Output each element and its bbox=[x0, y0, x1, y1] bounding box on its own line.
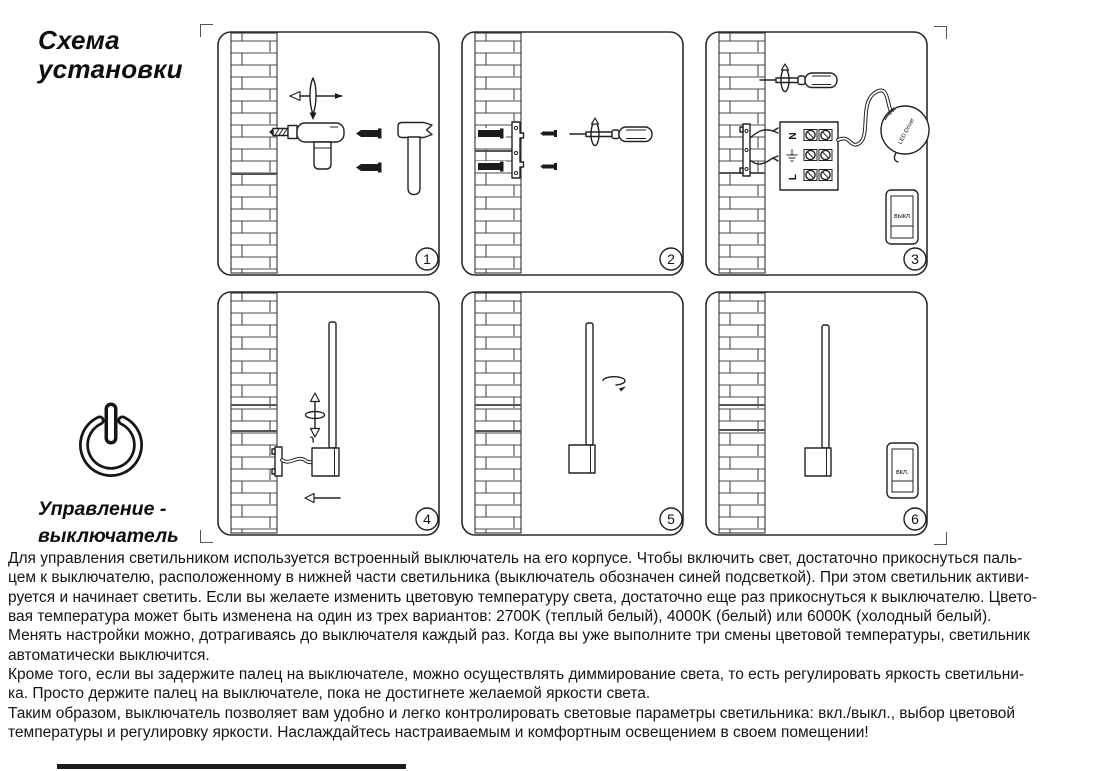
page-title-line2: установки bbox=[38, 54, 183, 84]
body-text-line: руется и начинает светить. Если вы желаете изменить цветовую температуру света, достаточно еще раз прикоснуться к выключателю. Цвето- bbox=[8, 588, 1038, 606]
body-text-line: Для управления светильником используется встроенный выключатель на его корпусе. Чтобы включить свет, достаточно прикоснуться паль- bbox=[8, 550, 1023, 567]
body-text-line: Таким образом, выключатель позволяет вам удобно и легко контролировать световые параметры светильника: вкл./выкл., выбор цветовой bbox=[8, 704, 1016, 722]
page-title bbox=[38, 26, 183, 84]
step-number-badge bbox=[904, 508, 926, 530]
wall-switch-off bbox=[886, 190, 918, 244]
step-number-badge bbox=[416, 508, 438, 530]
step-panel-5 bbox=[456, 288, 689, 538]
switch-label-on: вкл. bbox=[896, 469, 909, 476]
control-switch-label-line2: выключатель bbox=[38, 525, 179, 547]
driver-label: LED Driver bbox=[897, 117, 917, 146]
mounting-bracket-icon bbox=[512, 122, 524, 178]
body-text-line: температуры и регулировку яркости. Наслаждайтесь настраиваемым и комфортным освещением в своем помещении! bbox=[8, 724, 869, 742]
brick-wall bbox=[719, 33, 765, 273]
step-number-badge bbox=[416, 248, 438, 270]
brick-wall bbox=[719, 293, 765, 533]
body-text-line: автоматически выключится. bbox=[8, 646, 210, 664]
control-switch-label-line1: Управление - bbox=[38, 498, 167, 520]
step-panel-1 bbox=[212, 28, 445, 278]
rotate-arrow bbox=[603, 377, 626, 392]
brick-wall bbox=[231, 293, 277, 533]
body-text-line: ка. Просто держите палец на выключателе, пока не достигнете желаемой яркости света. bbox=[8, 685, 651, 703]
anchor-in-wall bbox=[476, 161, 506, 172]
crop-mark-bottom-right bbox=[934, 532, 947, 545]
hammer-icon bbox=[398, 123, 432, 195]
step-number: 1 bbox=[423, 251, 431, 267]
body-text bbox=[8, 549, 1037, 742]
lamp bbox=[569, 323, 595, 473]
step-number: 2 bbox=[667, 251, 675, 267]
step-number-badge bbox=[660, 248, 682, 270]
terminal-label-n: N bbox=[788, 132, 799, 140]
screwdriver-icon bbox=[570, 127, 652, 142]
step-panel-4 bbox=[212, 288, 445, 538]
lamp-cable bbox=[282, 459, 313, 463]
step-number: 4 bbox=[423, 511, 431, 527]
control-switch-label bbox=[38, 496, 179, 550]
step-number-badge bbox=[904, 248, 926, 270]
step-number: 3 bbox=[911, 251, 919, 267]
step-panel-3 bbox=[700, 28, 933, 278]
screw-in-arrow bbox=[306, 393, 325, 442]
drilling-direction-arrows bbox=[290, 78, 342, 120]
wall-anchor-icon bbox=[356, 129, 382, 139]
page-title-line1: Схема bbox=[38, 25, 120, 55]
step-panel-6 bbox=[700, 288, 933, 538]
screw-icon bbox=[540, 163, 557, 170]
screw-icon bbox=[540, 130, 557, 137]
body-text-line: Кроме того, если вы задержите палец на выключателе, можно осуществлять диммирование света, то есть регулировать яркость светильни- bbox=[8, 666, 1025, 684]
body-text-line: Менять настройки можно, дотрагиваясь до выключателя каждый раз. Когда вы уже выполните три смены цветовой температуры, светильник bbox=[8, 627, 1030, 645]
screwdriver-icon bbox=[760, 73, 837, 88]
terminal-block bbox=[780, 122, 838, 190]
push-left-arrow bbox=[305, 494, 340, 503]
step-panel-2 bbox=[456, 28, 689, 278]
power-icon bbox=[58, 392, 164, 498]
wall-switch-on bbox=[887, 443, 918, 498]
anchor-in-wall bbox=[476, 128, 506, 139]
lamp bbox=[805, 325, 831, 476]
terminal-label-l: L bbox=[788, 173, 799, 181]
driver-terminal-label: L N bbox=[887, 106, 898, 117]
body-text-line: цем к выключателю, расположенному в нижней части светильника (выключатель обозначен синей подсветкой). При этом светильник активи- bbox=[8, 569, 1030, 587]
drill-icon bbox=[269, 123, 344, 169]
crop-mark-top-right bbox=[934, 26, 947, 39]
switch-label-off: выкл bbox=[894, 213, 910, 220]
wall-anchor-icon bbox=[356, 163, 382, 173]
step-number: 6 bbox=[911, 511, 919, 527]
body-text-line: вая температура может быть изменена на один из трех вариантов: 2700K (теплый белый), 4000K (белый) или 6000K (холодный белый). bbox=[8, 608, 992, 626]
brick-wall bbox=[231, 33, 277, 273]
step-number: 5 bbox=[667, 511, 675, 527]
cutoff-text-fragment bbox=[57, 764, 406, 769]
brick-wall bbox=[475, 293, 521, 533]
led-driver bbox=[881, 106, 929, 162]
step-number-badge bbox=[660, 508, 682, 530]
